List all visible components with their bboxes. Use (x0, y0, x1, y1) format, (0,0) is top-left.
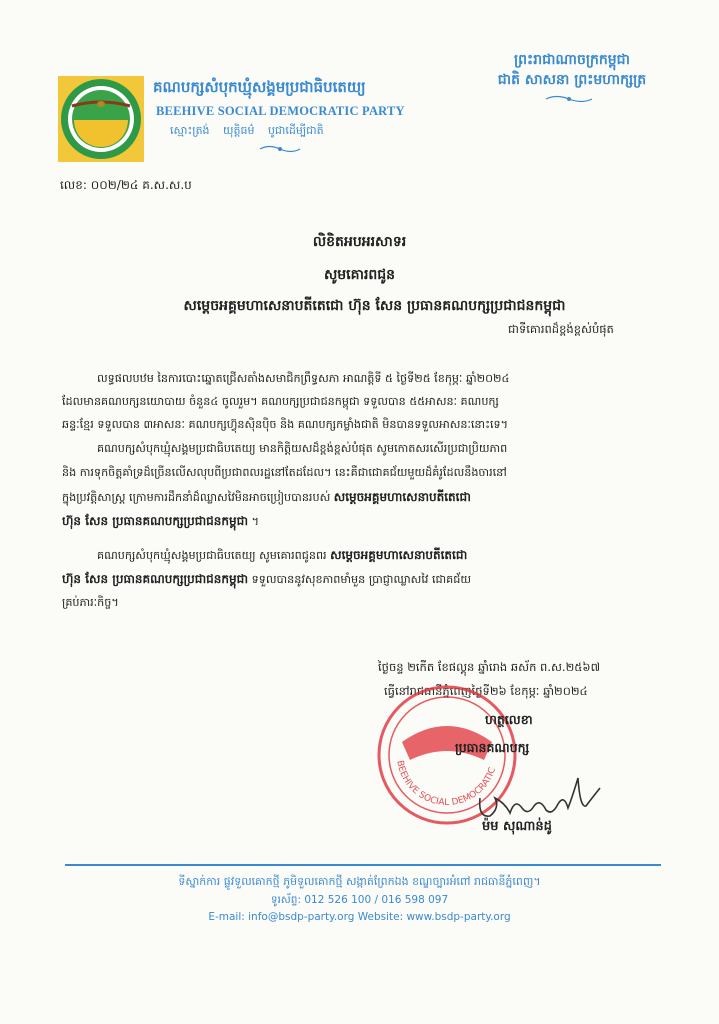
addressee-honorific: ជាទីគោរពដ៏ខ្ពង់ខ្ពស់បំផុត (508, 322, 614, 336)
kingdom-ornament-icon (544, 94, 594, 104)
body-line: គណបក្សសំបុកឃ្មុំសង្គមប្រជាធិបតេយ្យ មានកិត្តិយសដ៏ខ្ពង់ខ្ពស់បំផុត សូមកោតសរសើរប្រជាប្រិយភាព (97, 442, 508, 455)
body-line: និង ការទុកចិត្តគាំទ្រដ៏ច្រើនលើសលុបពីប្រជាពលរដ្ឋនៅតែដដែល។ នេះគឺជាជោគជ័យមួយដ៏គំរូដែលនឹងចារនៅ (62, 466, 507, 479)
respect-line: សូមគោរពជូន (323, 267, 396, 283)
footer-divider (65, 864, 661, 866)
body-text: ទទួលបាននូវសុខភាពមាំមួន ប្រាជ្ញាឈ្លាសវៃ ជោគជ័យ (251, 573, 472, 586)
body-line: លទ្ធផលបឋម នៃការបោះឆ្នោតជ្រើសតាំងសមាជិកព្រឹទ្ធសភា អាណត្តិទី ៥ ថ្ងៃទី២៥ ខែកុម្ភៈ ឆ្នាំ២០២៤ (97, 372, 510, 385)
body-line (97, 546, 467, 565)
party-logo (58, 76, 144, 162)
body-emphasis: សម្តេចអគ្គមហាសេនាបតីតេជោ (330, 548, 468, 562)
body-line: គ្រប់ភារៈកិច្ច។ (62, 596, 119, 609)
addressee: សម្តេចអគ្គមហាសេនាបតីតេជោ ហ៊ុន សែន ប្រធានគណបក្សប្រជាជនកម្ពុជា (183, 298, 566, 314)
footer-contact: E-mail: info@bsdp-party.org Website: www.bsdp-party.org (208, 911, 511, 923)
body-text: គណបក្សសំបុកឃ្មុំសង្គមប្រជាធិបតេយ្យ សូមគោរពជូនពរ (97, 549, 327, 562)
body-line (62, 570, 471, 589)
signature-title: ហត្ថលេខា (485, 712, 533, 727)
lunar-date: ថ្ងៃចន្ទ ២កើត ខែផល្គុន ឆ្នាំរោង ឆស័ក ព.ស.២៥៦៧ (378, 660, 601, 674)
body-text: ក្នុងប្រវត្តិសាស្ត្រ ក្រោមការដឹកនាំដ៏ឈ្លាសវៃមិនអាចប្រៀបបានរបស់ (62, 491, 331, 504)
body-text: ។ (251, 515, 260, 528)
party-motto: ស្មោះត្រង់ យុត្តិធម៌ បូជាដើម្បីជាតិ (170, 124, 324, 137)
body-line: ឆន្ទៈខ្មែរ ទទួលបាន ៣អាសនៈ គណបក្សហ៊្វុនស៊ិនប៉ិច និង គណបក្សកម្លាំងជាតិ មិនបានទទួលអាសនៈនោះទេ។ (62, 418, 509, 431)
letter-title: លិខិតអបអរសាទរ (312, 234, 407, 250)
body-line: ដែលមានគណបក្សនយោបាយ ចំនួន៤ ចូលរួម។ គណបក្សប្រជាជនកម្ពុជា ទទួលបាន ៥៥អាសនៈ គណបក្ស (62, 395, 499, 408)
party-name-khmer: គណបក្សសំបុកឃ្មុំសង្គមប្រជាធិបតេយ្យ (153, 78, 366, 96)
body-line (62, 488, 471, 507)
footer-phone: ទូរស័ព្ទ: 012 526 100 / 016 598 097 (270, 894, 449, 906)
kingdom-heading (462, 50, 682, 90)
place-and-date: ធ្វើនៅរាជធានីភ្នំពេញថ្ងៃទី២៦ ខែកុម្ភៈ ឆ្នាំ២០២៤ (384, 684, 588, 698)
body-emphasis: ហ៊ុន សែន ប្រធានគណបក្សប្រជាជនកម្ពុជា (62, 572, 249, 586)
ornament-divider-icon (258, 144, 302, 154)
body-line (62, 512, 259, 531)
kingdom-name: ព្រះរាជាណាចក្រកម្ពុជា (513, 52, 630, 68)
signer-position: ប្រធានគណបក្ស (455, 740, 530, 755)
svg-text:BEEHIVE SOCIAL DEMOCRATIC: BEEHIVE SOCIAL DEMOCRATIC (394, 759, 499, 809)
body-emphasis: សម្តេចអគ្គមហាសេនាបតីតេជោ (333, 490, 471, 504)
reference-number: លេខ: ០០២/២៤ គ.ស.ស.ប (60, 178, 192, 192)
body-emphasis: ហ៊ុន សែន ប្រធានគណបក្សប្រជាជនកម្ពុជា (62, 514, 249, 528)
party-name-english: BEEHIVE SOCIAL DEMOCRATIC PARTY (156, 104, 405, 118)
signer-name: ម៉ម សុណាន់ដូ (482, 819, 552, 834)
footer-address: ទីស្នាក់ការ ផ្លូវទួលគោកថ្មី ភូមិទួលគោកថ្មី សង្កាត់ព្រែកឯង ខណ្ឌច្បារអំពៅ រាជធានីភ្នំពេញ។ (178, 875, 541, 888)
kingdom-motto: ជាតិ សាសនា ព្រះមហាក្សត្រ (497, 72, 647, 88)
